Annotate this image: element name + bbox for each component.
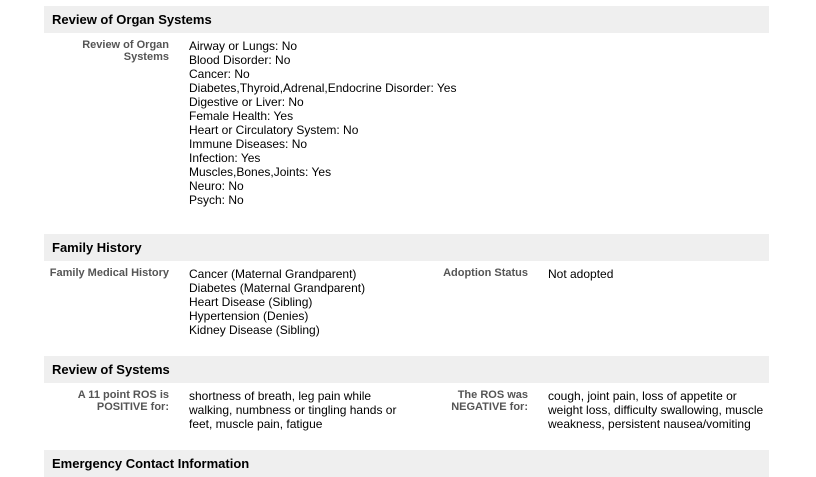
list-item: Airway or Lungs: No [189,39,298,53]
field-label-organ-systems: Review of Organ Systems [82,39,169,63]
list-item: Diabetes (Maternal Grandparent) [189,281,366,295]
list-item: Infection: Yes [189,151,261,165]
section-body-family-history [44,261,769,356]
field-label-ros-positive: A 11 point ROS is POSITIVE for: [77,389,169,413]
ros-negative-text: cough, joint pain, loss of appetite or weight loss, difficulty swallowing, muscle weakness, persistent nausea/vomiting [548,389,764,431]
organ-systems-list [189,39,456,207]
list-item: Kidney Disease (Sibling) [189,323,320,337]
list-item: Neuro: No [189,179,244,193]
list-item: Heart Disease (Sibling) [189,295,313,309]
adoption-status-value: Not adopted [548,267,614,281]
family-history-list [189,267,365,337]
section-header-review-of-systems: Review of Systems [44,356,769,383]
field-label-ros-negative: The ROS was NEGATIVE for: [451,389,528,413]
list-item: Digestive or Liver: No [189,95,304,109]
list-item: Psych: No [189,193,244,207]
list-item: Cancer: No [189,67,250,81]
list-item: Heart or Circulatory System: No [189,123,359,137]
list-item: Diabetes,Thyroid,Adrenal,Endocrine Disorder: Yes [189,81,457,95]
section-body-review-of-systems [44,383,769,450]
list-item: Female Health: Yes [189,109,294,123]
field-label-family-medical-history: Family Medical History [49,267,169,279]
section-body-organ-systems [44,33,769,234]
list-item: Blood Disorder: No [189,53,291,67]
list-item: Immune Diseases: No [189,137,308,151]
medical-record-page [44,6,769,477]
section-header-family-history: Family History [44,234,769,261]
list-item: Muscles,Bones,Joints: Yes [189,165,332,179]
field-label-adoption-status: Adoption Status [443,267,528,279]
section-header-organ-systems: Review of Organ Systems [44,6,769,33]
section-header-emergency-contact: Emergency Contact Information [44,450,769,477]
list-item: Hypertension (Denies) [189,309,309,323]
list-item: Cancer (Maternal Grandparent) [189,267,357,281]
ros-positive-text: shortness of breath, leg pain while walking, numbness or tingling hands or feet, muscle pain, fatigue [189,389,397,431]
